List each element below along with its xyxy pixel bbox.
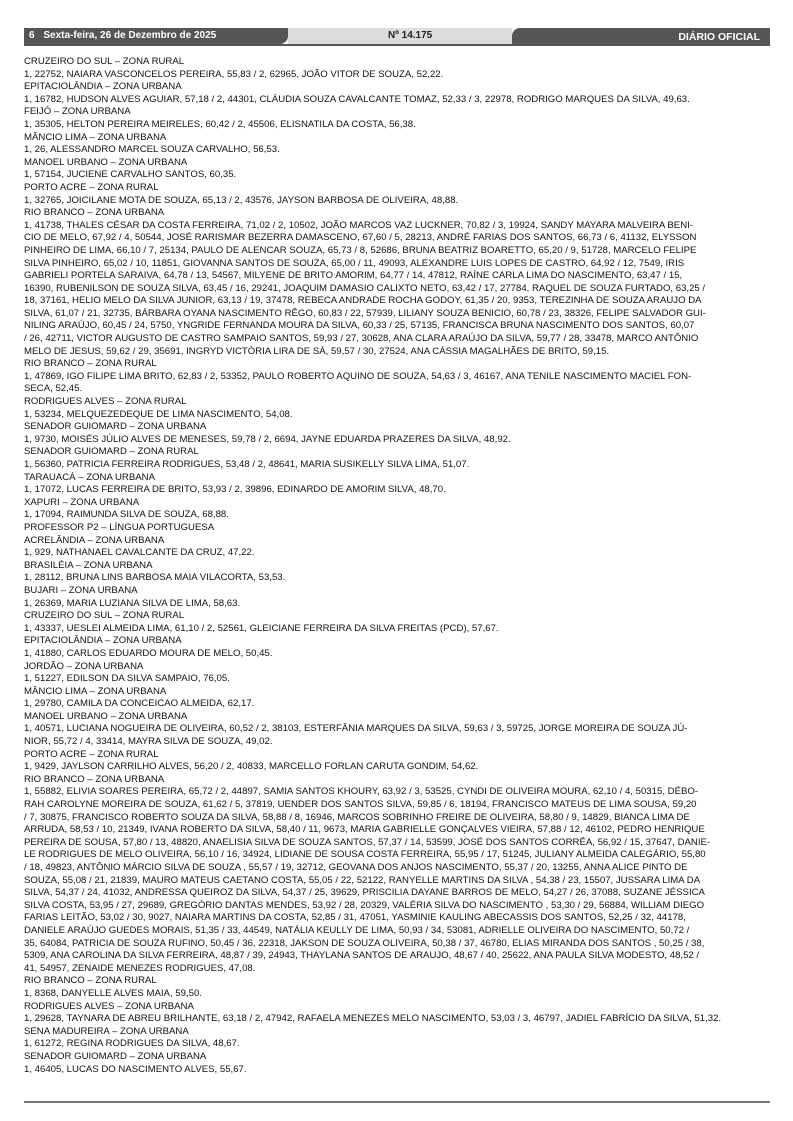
text-line: 1, 41880, CARLOS EDUARDO MOURA DE MELO, 50,45. [24,647,273,659]
text-line: 1, 17094, RAIMUNDA SILVA DE SOUZA, 68,88. [24,509,229,521]
text-line: MELO DE JESUS, 59,62 / 29, 35691, INGRYD VICTÓRIA LIRA DE SÁ, 59,57 / 30, 27524, ANA CÁSSIA MAGALHÃES DE BRITO, 59,15. [24,345,610,357]
text-line: MÂNCIO LIMA – ZONA URBANA [24,131,167,143]
text-line: PEREIRA DE SOUSA, 57,80 / 13, 48820, ANAELISIA SILVA DE SOUZA SANTOS, 57,37 / 14, 53599, JOSÉ DOS SANTOS CORRÊA, 56,92 / 15, 37647, DANIE- [24,836,711,848]
text-line: 1, 8368, DANYELLE ALVES MAIA, 59,50. [24,987,202,999]
text-line: CRUZEIRO DO SUL – ZONA RURAL [24,56,185,67]
page-header [24,28,770,44]
text-line: 35, 64084, PATRICIA DE SOUZA RUFINO, 50,45 / 36, 22318, JAKSON DE SOUZA OLIVEIRA, 50,38 / 37, 46780, ELIAS MIRANDA DOS SANTOS , 50,25 / 38, [24,937,705,949]
text-line: 1, 17072, LUCAS FERREIRA DE BRITO, 53,93 / 2, 39896, EDINARDO DE AMORIM SILVA, 48,70. [24,484,446,496]
text-line: BUJARI – ZONA URBANA [24,584,138,596]
document-body [24,56,772,1076]
text-line: 1, 47869, IGO FILIPE LIMA BRITO, 62,83 / 2, 53352, PAULO ROBERTO AQUINO DE SOUZA, 54,63 / 3, 46167, ANA TENILE NASCIMENTO MACIEL FON- [24,370,692,382]
text-line: 1, 40571, LUCIANA NOGUEIRA DE OLIVEIRA, 60,52 / 2, 38103, ESTERFÂNIA MARQUES DA SILVA, 59,63 / 3, 59725, JORGE MOREIRA DE SOUZA JÚ- [24,723,688,735]
text-line: RIO BRANCO – ZONA RURAL [24,358,157,370]
text-line: SOUZA, 55,08 / 21, 21839, MAURO MATEUS CAETANO COSTA, 55,05 / 22, 52122, RANYELLE MARTINS DA SILVA , 54,38 / 23, 15507, JUSSARA LIMA DA [24,874,701,886]
text-line: 1, 43337, UESLEI ALMEIDA LIMA, 61,10 / 2, 52561, GLEICIANE FERREIRA DA SILVA FREITAS (PCD), 57,67. [24,622,499,634]
header-issue-block [288,28,512,44]
publication-title: DIÁRIO OFICIAL [678,31,760,43]
text-line: NILING ARAÚJO, 60,45 / 24, 5750, YNGRIDE FERNANDA MOURA DA SILVA, 60,33 / 25, 57135, FRANCISCA BRUNA NASCIMENTO DOS SANTOS, 60,07 [24,320,695,332]
text-line: 16390, RUBENILSON DE SOUZA SILVA, 63,45 / 16, 29241, JOAQUIM DAMASIO CALIXTO NETO, 63,42 / 17, 27784, RAQUEL DE SOUZA FURTADO, 63,25 / [24,282,706,294]
issue-number: Nº 14.175 [388,30,433,41]
footer-divider [24,1101,770,1103]
text-line: ARRUDA, 58,53 / 10, 21349, IVANA ROBERTO DA SILVA, 58,40 / 11, 9673, MARIA GABRIELLE GONÇALVES VIEIRA, 57,88 / 12, 46102, PEDRO HENRIQUE [24,824,705,836]
text-line: EPITACIOLÂNDIA – ZONA URBANA [24,635,182,647]
text-line: RODRIGUES ALVES – ZONA RURAL [24,396,187,408]
text-line: PORTO ACRE – ZONA RURAL [24,748,159,760]
text-line: MANOEL URBANO – ZONA URBANA [24,156,188,168]
text-line: 1, 26369, MARIA LUZIANA SILVA DE LIMA, 58,63. [24,597,241,609]
text-line: 1, 28112, BRUNA LINS BARBOSA MAIA VILACORTA, 53,53. [24,572,286,584]
header-title-block [512,28,770,44]
text-line: SENADOR GUIOMARD – ZONA URBANA [24,1050,207,1062]
text-line: DANIELE ARAÚJO GUEDES MORAIS, 51,35 / 33, 44549, NATÁLIA KEULLY DE LIMA, 50,93 / 34, 53081, ADRIELLE OLIVEIRA DO NASCIMENTO, 50,72 / [24,924,690,936]
text-line: 1, 56360, PATRICIA FERREIRA RODRIGUES, 53,48 / 2, 48641, MARIA SUSIKELLY SILVA LIMA, 51,07. [24,459,470,470]
text-line: SILVA COSTA, 53,95 / 27, 29689, GREGÓRIO DANTAS MENDES, 53,92 / 28, 20329, VALÉRIA SILVA DO NASCIMENTO , 53,30 / 29, 56884, WILLIAM DIEGO [24,899,705,911]
text-line: 1, 35305, HELTON PEREIRA MEIRELES, 60,42 / 2, 45506, ELISNATILA DA COSTA, 56,38. [24,118,416,130]
text-line: XAPURI – ZONA URBANA [24,496,140,508]
text-line: 1, 55882, ELIVIA SOARES PEREIRA, 65,72 / 2, 44897, SAMIA SANTOS KHOURY, 63,92 / 3, 53525, CYNDI DE OLIVEIRA MOURA, 62,10 / 4, 50315, DÉBO- [24,786,699,798]
text-line: MÂNCIO LIMA – ZONA URBANA [24,685,167,697]
text-line: 1, 29628, TAYNARA DE ABREU BRILHANTE, 63,18 / 2, 47942, RAFAELA MENEZES MELO NASCIMENTO, 53,03 / 3, 46797, JADIEL FABRÍCIO DA SILVA, 51,32. [24,1013,722,1025]
text-line: 5309, ANA CAROLINA DA SILVA FERREIRA, 48,87 / 39, 24943, THAYLANA SANTOS DE ARAUJO, 48,67 / 40, 25622, ANA PAULA SILVA MODESTO, 48,52 / [24,950,700,962]
text-line: LE RODRIGUES DE MELO OLIVEIRA, 56,10 / 16, 34924, LIDIANE DE SOUSA COSTA FERREIRA, 55,95 / 17, 51245, JULIANY ALMEIDA CALEGÁRIO, 55,80 [24,849,706,861]
text-line: SILVA, 54,37 / 24, 41032, ANDRESSA QUEIROZ DA SILVA, 54,37 / 25, 39629, PRISCILIA DAYANE BARROS DE MELO, 54,27 / 26, 37088, SUZANE JÉSSICA [24,887,705,899]
publication-date: Sexta-feira, 26 de Dezembro de 2025 [43,30,217,41]
text-line: 1, 41738, THALES CÉSAR DA COSTA FERREIRA, 71,02 / 2, 10502, JOÃO MARCOS VAZ LUCKNER, 70,82 / 3, 19924, SANDY MAYARA MALVEIRA BENI- [24,219,693,231]
text-line: 1, 32765, JOICILANE MOTA DE SOUZA, 65,13 / 2, 43576, JAYSON BARBOSA DE OLIVEIRA, 48,88. [24,194,459,206]
text-line: 1, 16782, HUDSON ALVES AGUIAR, 57,18 / 2, 44301, CLÁUDIA SOUZA CAVALCANTE TOMAZ, 52,33 / 3, 22978, RODRIGO MARQUES DA SILVA, 49,63. [24,93,690,105]
text-line: 1, 22752, NAIARA VASCONCELOS PEREIRA, 55,83 / 2, 62965, JOÃO VITOR DE SOUZA, 52,22. [24,68,444,80]
text-line: RIO BRANCO – ZONA URBANA [24,773,165,785]
header-date-block [24,28,288,44]
text-line: CIO DE MELO, 67,92 / 4, 50544, JOSÉ RARISMAR BEZERRA DAMASCENO, 67,60 / 5, 28213, ANDRÉ FARIAS DOS SANTOS, 66,73 / 6, 41132, ELYSSON [24,232,697,244]
text-line: GABRIELI PORTELA SARAIVA, 64,78 / 13, 54567, MILYENE DE BRITO AMORIM, 64,77 / 14, 47812, RAÍNE CARLA LIMA DO NASCIMENTO, 63,47 / 15, [24,270,683,282]
text-line: RIO BRANCO – ZONA RURAL [24,975,157,987]
text-line: SENA MADUREIRA – ZONA URBANA [24,1025,189,1037]
text-line: BRASILÉIA – ZONA URBANA [24,559,153,571]
text-line: 1, 9429, JAYLSON CARRILHO ALVES, 56,20 / 2, 40833, MARCELLO FORLAN CARUTA GONDIM, 54,62. [24,761,479,773]
text-line: ACRELÂNDIA – ZONA URBANA [24,534,165,546]
text-line: RIO BRANCO – ZONA URBANA [24,207,165,219]
text-line: FARIAS LEITÃO, 53,02 / 30, 9027, NAIARA MARTINS DA COSTA, 52,85 / 31, 47051, YASMINIE KAULING ABECASSIS DOS SANTOS, 52,25 / 32, 44178, [24,912,686,924]
text-line: 1, 9730, MOISÉS JÚLIO ALVES DE MENESES, 59,78 / 2, 6694, JAYNE EDUARDA PRAZERES DA SILVA, 48,92. [24,433,511,445]
text-line: 1, 29780, CAMILA DA CONCEICAO ALMEIDA, 62,17. [24,698,255,710]
text-line: 18, 37161, HELIO MELO DA SILVA JUNIOR, 63,13 / 19, 37478, REBECA ANDRADE ROCHA GODOY, 61,35 / 20, 9353, TEREZINHA DE SOUZA ARAUJO DA [24,295,702,307]
text-line: PINHEIRO DE LIMA, 66,10 / 7, 25134, PAULO DE ALENCAR SOUZA, 65,73 / 8, 52686, BRUNA BEATRIZ BOARETTO, 65,20 / 9, 51728, MARCELO FELIPE [24,244,697,256]
text-line: 1, 57154, JUCIENE CARVALHO SANTOS, 60,35. [24,169,237,181]
text-line: 1, 46405, LUCAS DO NASCIMENTO ALVES, 55,67. [24,1063,247,1075]
text-line: 1, 26, ALESSANDRO MARCEL SOUZA CARVALHO, 56,53. [24,144,280,156]
text-line: 1, 61272, REGINA RODRIGUES DA SILVA, 48,67. [24,1038,240,1050]
text-line: NIOR, 55,72 / 4, 33414, MAYRA SILVA DE SOUZA, 49,02. [24,736,273,748]
text-line: / 18, 49823, ANTÔNIO MÁRCIO SILVA DE SOUZA , 55,57 / 19, 32712, GEOVANA DOS ANJOS NASCIMENTO, 55,37 / 20, 13255, ANNA ALICE PINTO DE [24,862,688,873]
text-line: PORTO ACRE – ZONA RURAL [24,181,159,193]
text-line: SENADOR GUIOMARD – ZONA RURAL [24,446,199,458]
text-line: MANOEL URBANO – ZONA URBANA [24,710,188,722]
header-divider [24,44,770,46]
text-line: SILVA, 61,07 / 21, 32735, BÁRBARA OYANA NASCIMENTO RÊGO, 60,83 / 22, 57939, LILIANY SOUZA BENICIO, 60,78 / 23, 38326, FELIPE SALVADOR GUI- [24,307,706,319]
text-line: 1, 53234, MELQUEZEDEQUE DE LIMA NASCIMENTO, 54,08. [24,408,293,420]
text-line: TARAUACÁ – ZONA URBANA [24,471,155,483]
text-line: SENADOR GUIOMARD – ZONA URBANA [24,421,207,433]
text-line: RAH CAROLYNE MOREIRA DE SOUZA, 61,62 / 5, 37819, UENDER DOS SANTOS SILVA, 59,85 / 6, 18194, FRANCISCO MATEUS DE LIMA SOUSA, 59,20 [24,799,697,811]
text-line: SILVA PINHEIRO, 65,02 / 10, 11851, GIOVANNA SANTOS DE SOUZA, 65,00 / 11, 49093, ALEXANDRE LUIS LOPES DE CASTRO, 64,92 / 12, 7549, IRIS [24,257,685,269]
text-line: FEIJÓ – ZONA URBANA [24,106,131,118]
text-line: EPITACIOLÂNDIA – ZONA URBANA [24,81,182,93]
text-line: / 26, 42711, VICTOR AUGUSTO DE CASTRO SAMPAIO SANTOS, 59,93 / 27, 30628, ANA CLARA ARAÚJO DA SILVA, 59,77 / 28, 33478, MARCO ANTÔNIO [24,333,699,345]
text-line: 1, 929, NATHANAEL CAVALCANTE DA CRUZ, 47,22. [24,547,255,559]
text-line: 41, 54957, ZENAIDE MENEZES RODRIGUES, 47,08. [24,962,256,974]
text-line: SECA, 52,45. [24,383,83,395]
text-line: PROFESSOR P2 – LÍNGUA PORTUGUESA [24,521,215,533]
text-line: 1, 51227, EDILSON DA SILVA SAMPAIO, 76,05. [24,673,230,685]
text-line: RODRIGUES ALVES – ZONA URBANA [24,1000,194,1012]
page-number: 6 [29,30,35,41]
text-line: / 7, 30875, FRANCISCO ROBERTO SOUZA DA SILVA, 58,88 / 8, 16946, MARCOS SOBRINHO FREIRE DE OLIVEIRA, 58,80 / 9, 14829, BIANCA LIMA DE [24,811,690,823]
text-line: JORDÃO – ZONA URBANA [24,660,144,672]
text-line: CRUZEIRO DO SUL – ZONA RURAL [24,610,185,622]
